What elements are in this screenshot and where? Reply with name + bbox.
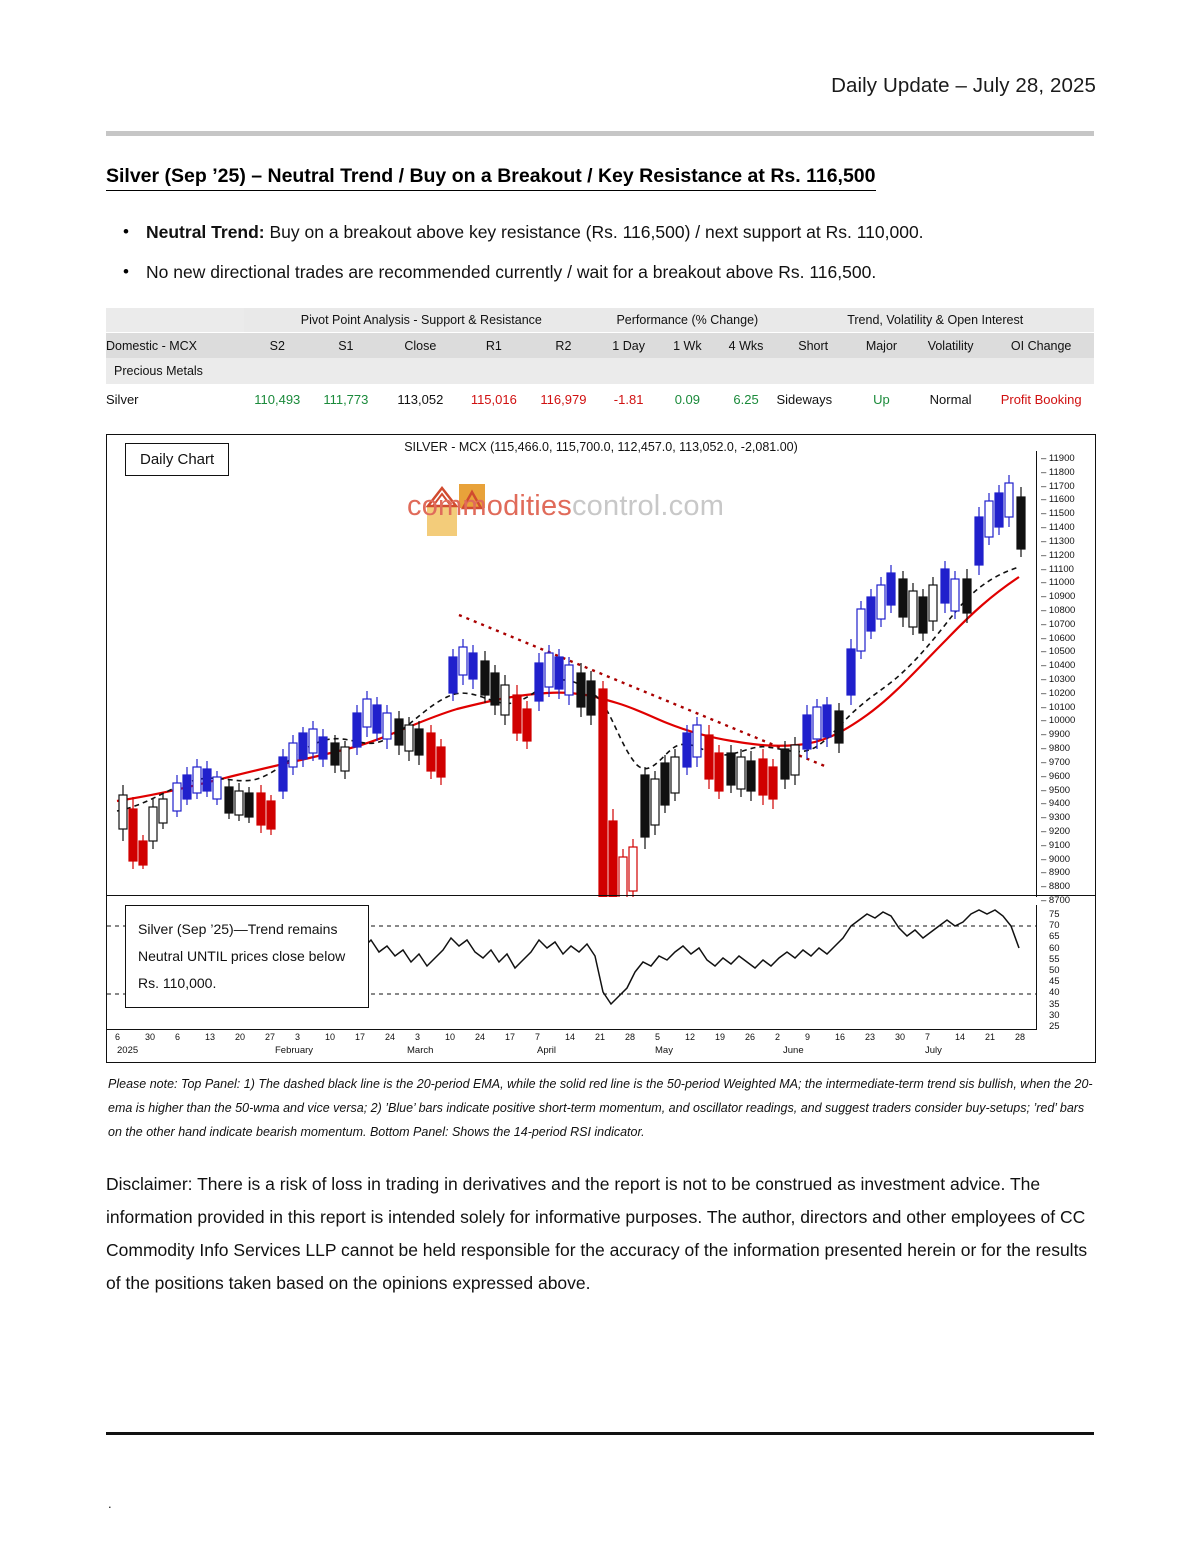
price-tick: – 11800: [1041, 466, 1075, 478]
cell-1-wk: 0.09: [659, 384, 716, 414]
rsi-tick: 40: [1049, 987, 1060, 999]
list-item: [106, 218, 1096, 246]
daily-chart-label: Daily Chart: [125, 443, 229, 476]
rsi-tick: 25: [1049, 1021, 1060, 1032]
watermark: [407, 490, 724, 523]
date-tick: 30: [895, 1032, 906, 1042]
col-volatility: Volatility: [913, 333, 988, 359]
cell-1-day: -1.81: [598, 384, 659, 414]
rsi-tick: 50: [1049, 965, 1060, 976]
price-tick: – 9500: [1041, 784, 1071, 796]
time-axis: [107, 1029, 1037, 1062]
price-tick: – 10600: [1041, 632, 1076, 644]
price-tick: – 10800: [1041, 604, 1076, 616]
month-label: 2025: [117, 1045, 139, 1056]
cell-r1: 115,016: [459, 384, 529, 414]
price-tick: – 9700: [1041, 756, 1071, 768]
price-tick: – 11500: [1041, 508, 1075, 520]
date-tick: 28: [625, 1032, 636, 1042]
table-group-header-row: [106, 308, 1094, 333]
date-tick: 17: [355, 1032, 366, 1042]
price-tick: – 9400: [1041, 798, 1071, 810]
date-tick: 14: [565, 1032, 576, 1042]
date-tick: 19: [715, 1032, 726, 1042]
date-tick: 21: [595, 1032, 606, 1042]
price-tick: – 9200: [1041, 825, 1071, 837]
col-1-day: 1 Day: [598, 333, 659, 359]
disclaimer-text: Disclaimer: There is a risk of loss in trading in derivatives and the report is not to be construed as investment advice. The information provided in this report is intended solely for informative purposes. The author, directors and other employees of CC Commodity Info Services LLP cannot be held responsible for the accuracy of the information presented herein or for the results of the positions taken based on the opinions expressed above.: [106, 1174, 1088, 1293]
bullet-lead: Neutral Trend:: [146, 222, 265, 242]
rsi-axis: [1036, 905, 1095, 1030]
rsi-tick: 45: [1049, 976, 1060, 988]
table-row: [106, 384, 1094, 414]
date-tick: 10: [445, 1032, 456, 1042]
date-tick: 16: [835, 1032, 846, 1042]
header-divider: [106, 131, 1094, 136]
group-trend: Trend, Volatility & Open Interest: [776, 308, 1094, 333]
cell-oi-change: Profit Booking: [988, 384, 1094, 414]
table-header-row: [106, 333, 1094, 359]
price-tick: – 11400: [1041, 522, 1075, 534]
col-short: Short: [776, 333, 850, 359]
watermark-left: commodities: [407, 490, 572, 522]
price-tick: – 11300: [1041, 535, 1075, 547]
date-tick: 26: [745, 1032, 756, 1042]
date-tick: 14: [955, 1032, 966, 1042]
group-pivot: Pivot Point Analysis - Support & Resistance: [244, 308, 598, 333]
date-tick: 10: [325, 1032, 336, 1042]
col-r1: R1: [459, 333, 529, 359]
rsi-tick: 65: [1049, 931, 1060, 943]
price-tick: – 10700: [1041, 618, 1076, 630]
date-tick: 28: [1015, 1032, 1026, 1042]
group-performance: Performance (% Change): [598, 308, 776, 333]
date-tick: 24: [475, 1032, 486, 1042]
bullet-text: [146, 258, 876, 286]
date-tick: 13: [205, 1032, 216, 1042]
date-tick: 7: [925, 1032, 931, 1042]
col-domestic-mcx: Domestic - MCX: [106, 333, 244, 359]
col-4-wks: 4 Wks: [716, 333, 777, 359]
page-title: Silver (Sep ’25) – Neutral Trend / Buy on a Breakout / Key Resistance at Rs. 116,500: [106, 165, 876, 191]
col-s1: S1: [310, 333, 382, 359]
date-tick: 20: [235, 1032, 246, 1042]
date-tick: 24: [385, 1032, 396, 1042]
cell-s2: 110,493: [244, 384, 310, 414]
price-tick: – 9900: [1041, 729, 1071, 741]
cell-short: Sideways: [776, 384, 850, 414]
price-tick: – 10400: [1041, 660, 1076, 672]
bullet-body: Buy on a breakout above key resistance (Rs. 116,500) / next support at Rs. 110,000.: [264, 222, 924, 242]
bullet-list: [106, 218, 1096, 298]
bullet-body: No new directional trades are recommended currently / wait for a breakout above Rs. 116,500.: [146, 262, 877, 282]
price-tick: – 9000: [1041, 853, 1071, 865]
bullet-text: [146, 218, 924, 246]
cell-name: Silver: [106, 384, 244, 414]
cell-s1: 111,773: [310, 384, 382, 414]
col-s2: S2: [244, 333, 310, 359]
price-tick: – 10300: [1041, 674, 1076, 685]
price-tick: – 11900: [1041, 453, 1075, 464]
header-date: Daily Update – July 28, 2025: [831, 74, 1096, 97]
bullet-dot-icon: •: [123, 222, 129, 241]
footer-divider: [106, 1432, 1094, 1435]
month-label: May: [655, 1045, 673, 1056]
price-tick: – 10000: [1041, 715, 1076, 727]
month-label: April: [537, 1045, 557, 1056]
price-tick: – 11200: [1041, 549, 1075, 561]
rsi-tick: 70: [1049, 920, 1060, 932]
date-tick: 27: [265, 1032, 276, 1042]
watermark-right: control.com: [571, 490, 725, 522]
cell-major: Up: [850, 384, 913, 414]
price-axis: [1036, 451, 1095, 906]
price-tick: – 10100: [1041, 701, 1076, 713]
table-section-row: [106, 358, 1094, 384]
price-tick: – 9600: [1041, 770, 1071, 782]
price-tick: – 8700: [1041, 895, 1071, 906]
rsi-tick: 35: [1049, 998, 1060, 1010]
rsi-tick: 55: [1049, 953, 1060, 965]
date-tick: 2: [775, 1032, 781, 1042]
date-tick: 23: [865, 1032, 876, 1042]
rsi-tick: 60: [1049, 942, 1060, 954]
cell-volatility: Normal: [913, 384, 988, 414]
price-tick: – 8800: [1041, 881, 1071, 893]
chart-title: SILVER - MCX (115,466.0, 115,700.0, 112,457.0, 113,052.0, -2,081.00): [404, 440, 798, 454]
date-tick: 6: [115, 1032, 121, 1042]
price-tick: – 10900: [1041, 591, 1076, 603]
pivot-table: [106, 308, 1094, 414]
price-tick: – 11100: [1041, 563, 1074, 575]
footer-mark: .: [108, 1496, 112, 1511]
date-tick: 7: [535, 1032, 541, 1042]
price-tick: – 11600: [1041, 494, 1075, 506]
month-label: February: [275, 1045, 314, 1056]
trend-note-box: Silver (Sep ’25)—Trend remains Neutral UNTIL prices close below Rs. 110,000.: [125, 905, 369, 1008]
date-tick: 21: [985, 1032, 996, 1042]
cell-close: 113,052: [382, 384, 459, 414]
date-tick: 5: [655, 1032, 661, 1042]
cell-r2: 116,979: [529, 384, 599, 414]
col-oi-change: OI Change: [988, 333, 1094, 359]
rsi-tick: 75: [1049, 909, 1060, 920]
price-tick: – 9100: [1041, 839, 1071, 851]
date-tick: 3: [415, 1032, 421, 1042]
date-tick: 17: [505, 1032, 516, 1042]
col-close: Close: [382, 333, 459, 359]
cell-4-wks: 6.25: [716, 384, 777, 414]
col-major: Major: [850, 333, 913, 359]
date-tick: 6: [175, 1032, 181, 1042]
price-tick: – 11000: [1041, 577, 1075, 589]
price-tick: – 10500: [1041, 646, 1076, 658]
list-item: [106, 258, 1096, 286]
price-tick: – 10200: [1041, 687, 1076, 699]
month-label: June: [783, 1045, 804, 1056]
date-tick: 12: [685, 1032, 696, 1042]
group-blank: [106, 308, 244, 333]
bullet-dot-icon: •: [123, 262, 129, 281]
price-chart: [106, 434, 1096, 1063]
col-r2: R2: [529, 333, 599, 359]
price-tick: – 9300: [1041, 812, 1071, 824]
month-label: July: [925, 1045, 942, 1056]
date-tick: 9: [805, 1032, 811, 1042]
price-tick: – 8900: [1041, 867, 1071, 879]
price-tick: – 11700: [1041, 480, 1075, 492]
date-tick: 3: [295, 1032, 301, 1042]
month-label: March: [407, 1045, 434, 1056]
chart-footnote: Please note: Top Panel: 1) The dashed black line is the 20-period EMA, while the solid red line is the 50-period Weighted MA; the intermediate-term trend sis bullish, when the 20-ema is higher than the 50-wma and vice versa; 2) ’Blue’ bars indicate positive short-term momentum, and oscillator readings, and suggest traders consider buy-setups; ’red’ bars on the other hand indicate bearish momentum. Bottom Panel: Shows the 14-period RSI indicator.: [108, 1077, 1093, 1139]
rsi-tick: 30: [1049, 1009, 1060, 1021]
col-1-wk: 1 Wk: [659, 333, 716, 359]
date-tick: 30: [145, 1032, 156, 1042]
price-tick: – 9800: [1041, 743, 1071, 755]
section-label: Precious Metals: [106, 358, 1094, 384]
